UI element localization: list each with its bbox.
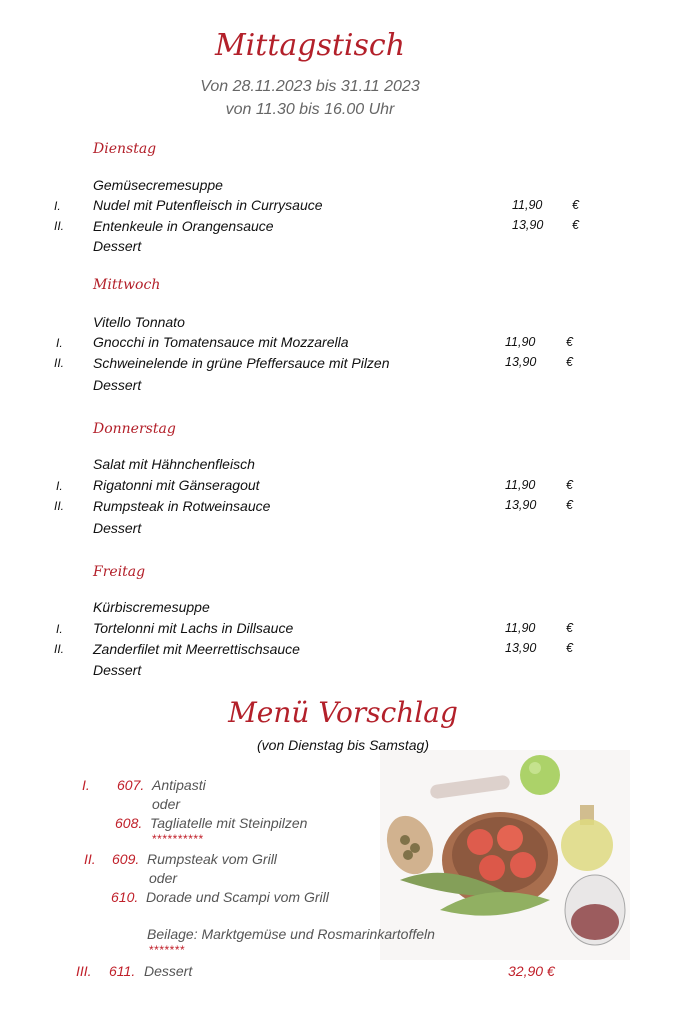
currency: € (566, 335, 573, 349)
or-text: oder (152, 796, 181, 812)
main-number: I. (56, 479, 63, 493)
currency: € (566, 478, 573, 492)
price: 13,90 (505, 641, 537, 655)
main-number: II. (54, 499, 65, 513)
main-number: I. (56, 336, 63, 350)
price: 11,90 (505, 335, 536, 349)
time-range: von 11.30 bis 16.00 Uhr (225, 101, 395, 118)
main-dish: Gnocchi in Tomatensauce mit Mozzarella (93, 334, 349, 350)
main-dish: Zanderfilet mit Meerrettischsauce (93, 641, 300, 657)
main-number: II. (54, 642, 65, 656)
day-heading: Mittwoch (93, 277, 161, 293)
price: 11,90 (505, 621, 536, 635)
currency: € (572, 198, 579, 212)
main-dish: Tortelonni mit Lachs in Dillsauce (93, 620, 294, 636)
currency: € (566, 498, 573, 512)
dessert: Dessert (93, 662, 142, 678)
page-title: Mittagstisch (214, 28, 406, 63)
currency: € (566, 621, 573, 635)
main-number: II. (54, 219, 65, 233)
date-range: Von 28.11.2023 bis 31.11 2023 (200, 78, 420, 95)
main-dish: Schweinelende in grüne Pfeffersauce mit Pilzen (93, 355, 390, 371)
course-number: II. (84, 851, 96, 867)
day-heading: Freitag (93, 564, 146, 580)
currency: € (566, 641, 573, 655)
main-dish: Entenkeule in Orangensauce (93, 218, 274, 234)
dish-name: Antipasti (152, 777, 206, 793)
dish-name: Rumpsteak vom Grill (147, 851, 277, 867)
price: 11,90 (505, 478, 536, 492)
side-dish: Beilage: Marktgemüse und Rosmarinkartoffeln (147, 926, 435, 942)
dish-code: 608. (115, 815, 143, 831)
menu-title: Menü Vorschlag (228, 696, 458, 729)
main-number: I. (56, 622, 63, 636)
menu-subtitle: (von Dienstag bis Samstag) (257, 737, 429, 753)
dish-name: Dorade und Scampi vom Grill (146, 889, 329, 905)
price: 13,90 (505, 355, 537, 369)
price: 13,90 (512, 218, 544, 232)
main-dish: Rigatonni mit Gänseragout (93, 477, 260, 493)
soup: Gemüsecremesuppe (93, 177, 223, 193)
soup: Salat mit Hähnchenfleisch (93, 456, 255, 472)
or-text: oder (149, 870, 178, 886)
currency: € (572, 218, 579, 232)
dish-code: 609. (112, 851, 140, 867)
dish-code: 607. (117, 777, 145, 793)
dish-name: Dessert (144, 963, 193, 979)
main-dish: Rumpsteak in Rotweinsauce (93, 498, 271, 514)
course-number: I. (82, 777, 90, 793)
price: 13,90 (505, 498, 537, 512)
main-number: II. (54, 356, 65, 370)
separator-stars: ******* (149, 943, 186, 957)
main-number: I. (54, 199, 61, 213)
dessert: Dessert (93, 377, 142, 393)
soup: Vitello Tonnato (93, 314, 185, 330)
main-dish: Nudel mit Putenfleisch in Currysauce (93, 197, 323, 213)
dish-code: 610. (111, 889, 139, 905)
separator-stars: ********** (152, 832, 204, 846)
menu-price: 32,90 € (508, 963, 555, 979)
price: 11,90 (512, 198, 543, 212)
dish-code: 611. (109, 963, 136, 979)
dessert: Dessert (93, 520, 142, 536)
course-number: III. (76, 963, 92, 979)
soup: Kürbiscremesuppe (93, 599, 210, 615)
day-heading: Donnerstag (93, 421, 176, 437)
currency: € (566, 355, 573, 369)
dish-name: Tagliatelle mit Steinpilzen (150, 815, 308, 831)
day-heading: Dienstag (93, 141, 157, 157)
dessert: Dessert (93, 238, 142, 254)
